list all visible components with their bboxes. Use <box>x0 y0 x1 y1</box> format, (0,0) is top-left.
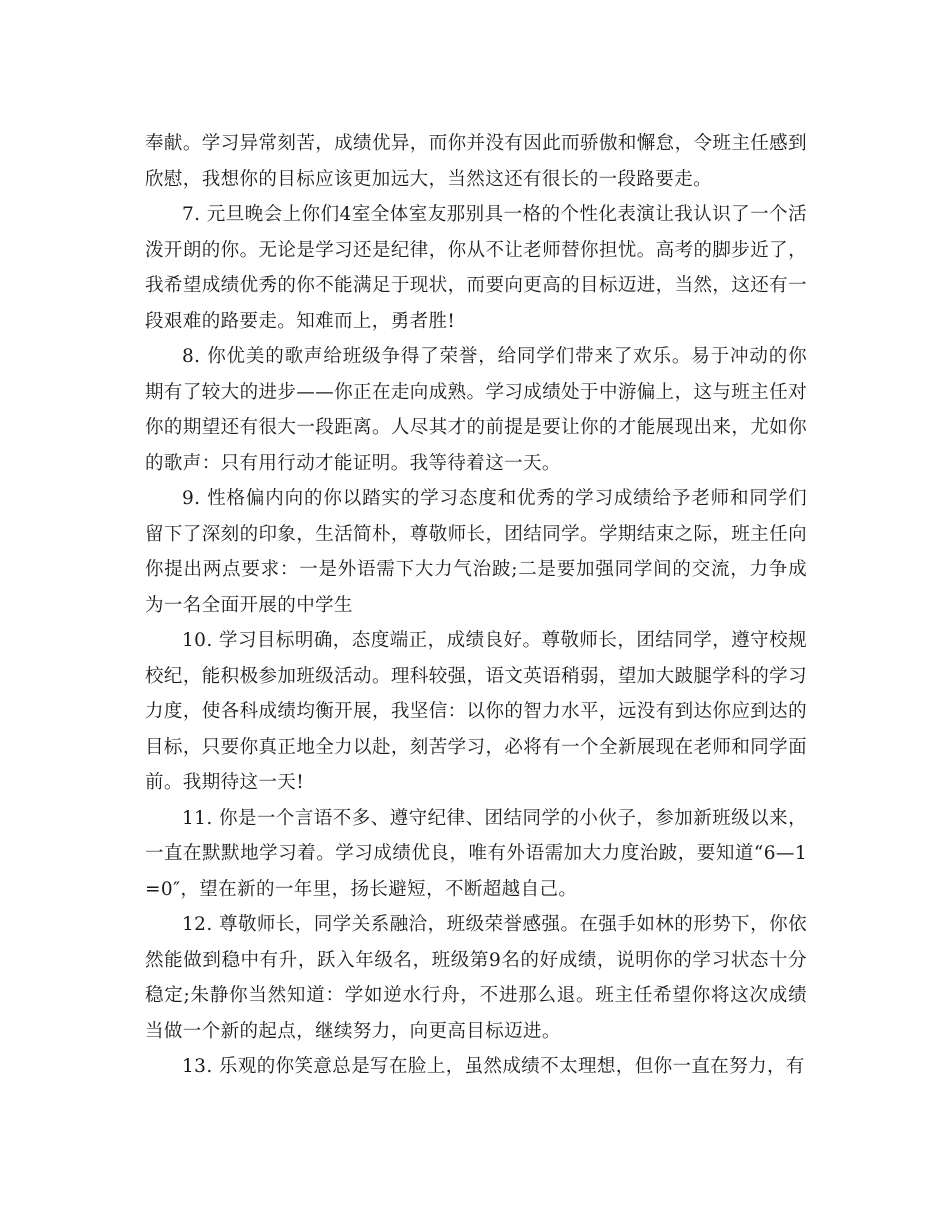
paragraph-13-start: 13. 乐观的你笑意总是写在脸上，虽然成绩不太理想，但你一直在努力，有 <box>182 1056 805 1077</box>
paragraph-7: 7. 元旦晚会上你们4室全体室友那别具一格的个性化表演让我认识了一个活泼开朗的你。无论是学习还是纪律，你从不让老师替你担忧。高考的脚步近了，我希望成绩优秀的你不能满足于现状，而要向更高的目标迈进，当然，这还有一段艰难的路要走。知难而上，勇者胜! <box>145 204 807 332</box>
paragraph-8: 8. 你优美的歌声给班级争得了荣誉，给同学们带来了欢乐。易于冲动的你期有了较大的进步——你正在走向成熟。学习成绩处于中游偏上，这与班主任对你的期望还有很大一段距离。人尽其才的前提是要让你的才能展现出来，尤如你的歌声：只有用行动才能证明。我等待着这一天。 <box>145 346 807 474</box>
paragraph-10: 10. 学习目标明确，态度端正，成绩良好。尊敬师长，团结同学，遵守校规校纪，能积极参加班级活动。理科较强，语文英语稍弱，望加大跛腿学科的学习力度，使各科成绩均衡开展，我坚信：以你的智力水平，远没有到达你应到达的目标，只要你真正地全力以赴，刻苦学习，必将有一个全新展现在老师和同学面前。我期待这一天! <box>145 630 807 793</box>
paragraph-11: 11. 你是一个言语不多、遵守纪律、团结同学的小伙子，参加新班级以来，一直在默默地学习着。学习成绩优良，唯有外语需加大力度治跛，要知道“6—1=0″，望在新的一年里，扬长避短，不断超越自己。 <box>145 807 807 900</box>
paragraph-6-continuation: 奉献。学习异常刻苦，成绩优异，而你并没有因此而骄傲和懈怠，令班主任感到欣慰，我想你的目标应该更加远大，当然这还有很长的一段路要走。 <box>145 133 807 190</box>
paragraph-12: 12. 尊敬师长，同学关系融洽，班级荣誉感强。在强手如林的形势下，你依然能做到稳中有升，跃入年级名，班级第9名的好成绩，说明你的学习状态十分稳定;朱静你当然知道：学如逆水行舟，不进那么退。班主任希望你将这次成绩当做一个新的起点，继续努力，向更高目标迈进。 <box>145 914 807 1042</box>
document-page <box>145 126 807 1085</box>
paragraph-9: 9. 性格偏内向的你以踏实的学习态度和优秀的学习成绩给予老师和同学们留下了深刻的印象，生活简朴，尊敬师长，团结同学。学期结束之际，班主任向你提出两点要求：一是外语需下大力气治跛;二是要加强同学间的交流，力争成为一名全面开展的中学生 <box>145 488 807 616</box>
